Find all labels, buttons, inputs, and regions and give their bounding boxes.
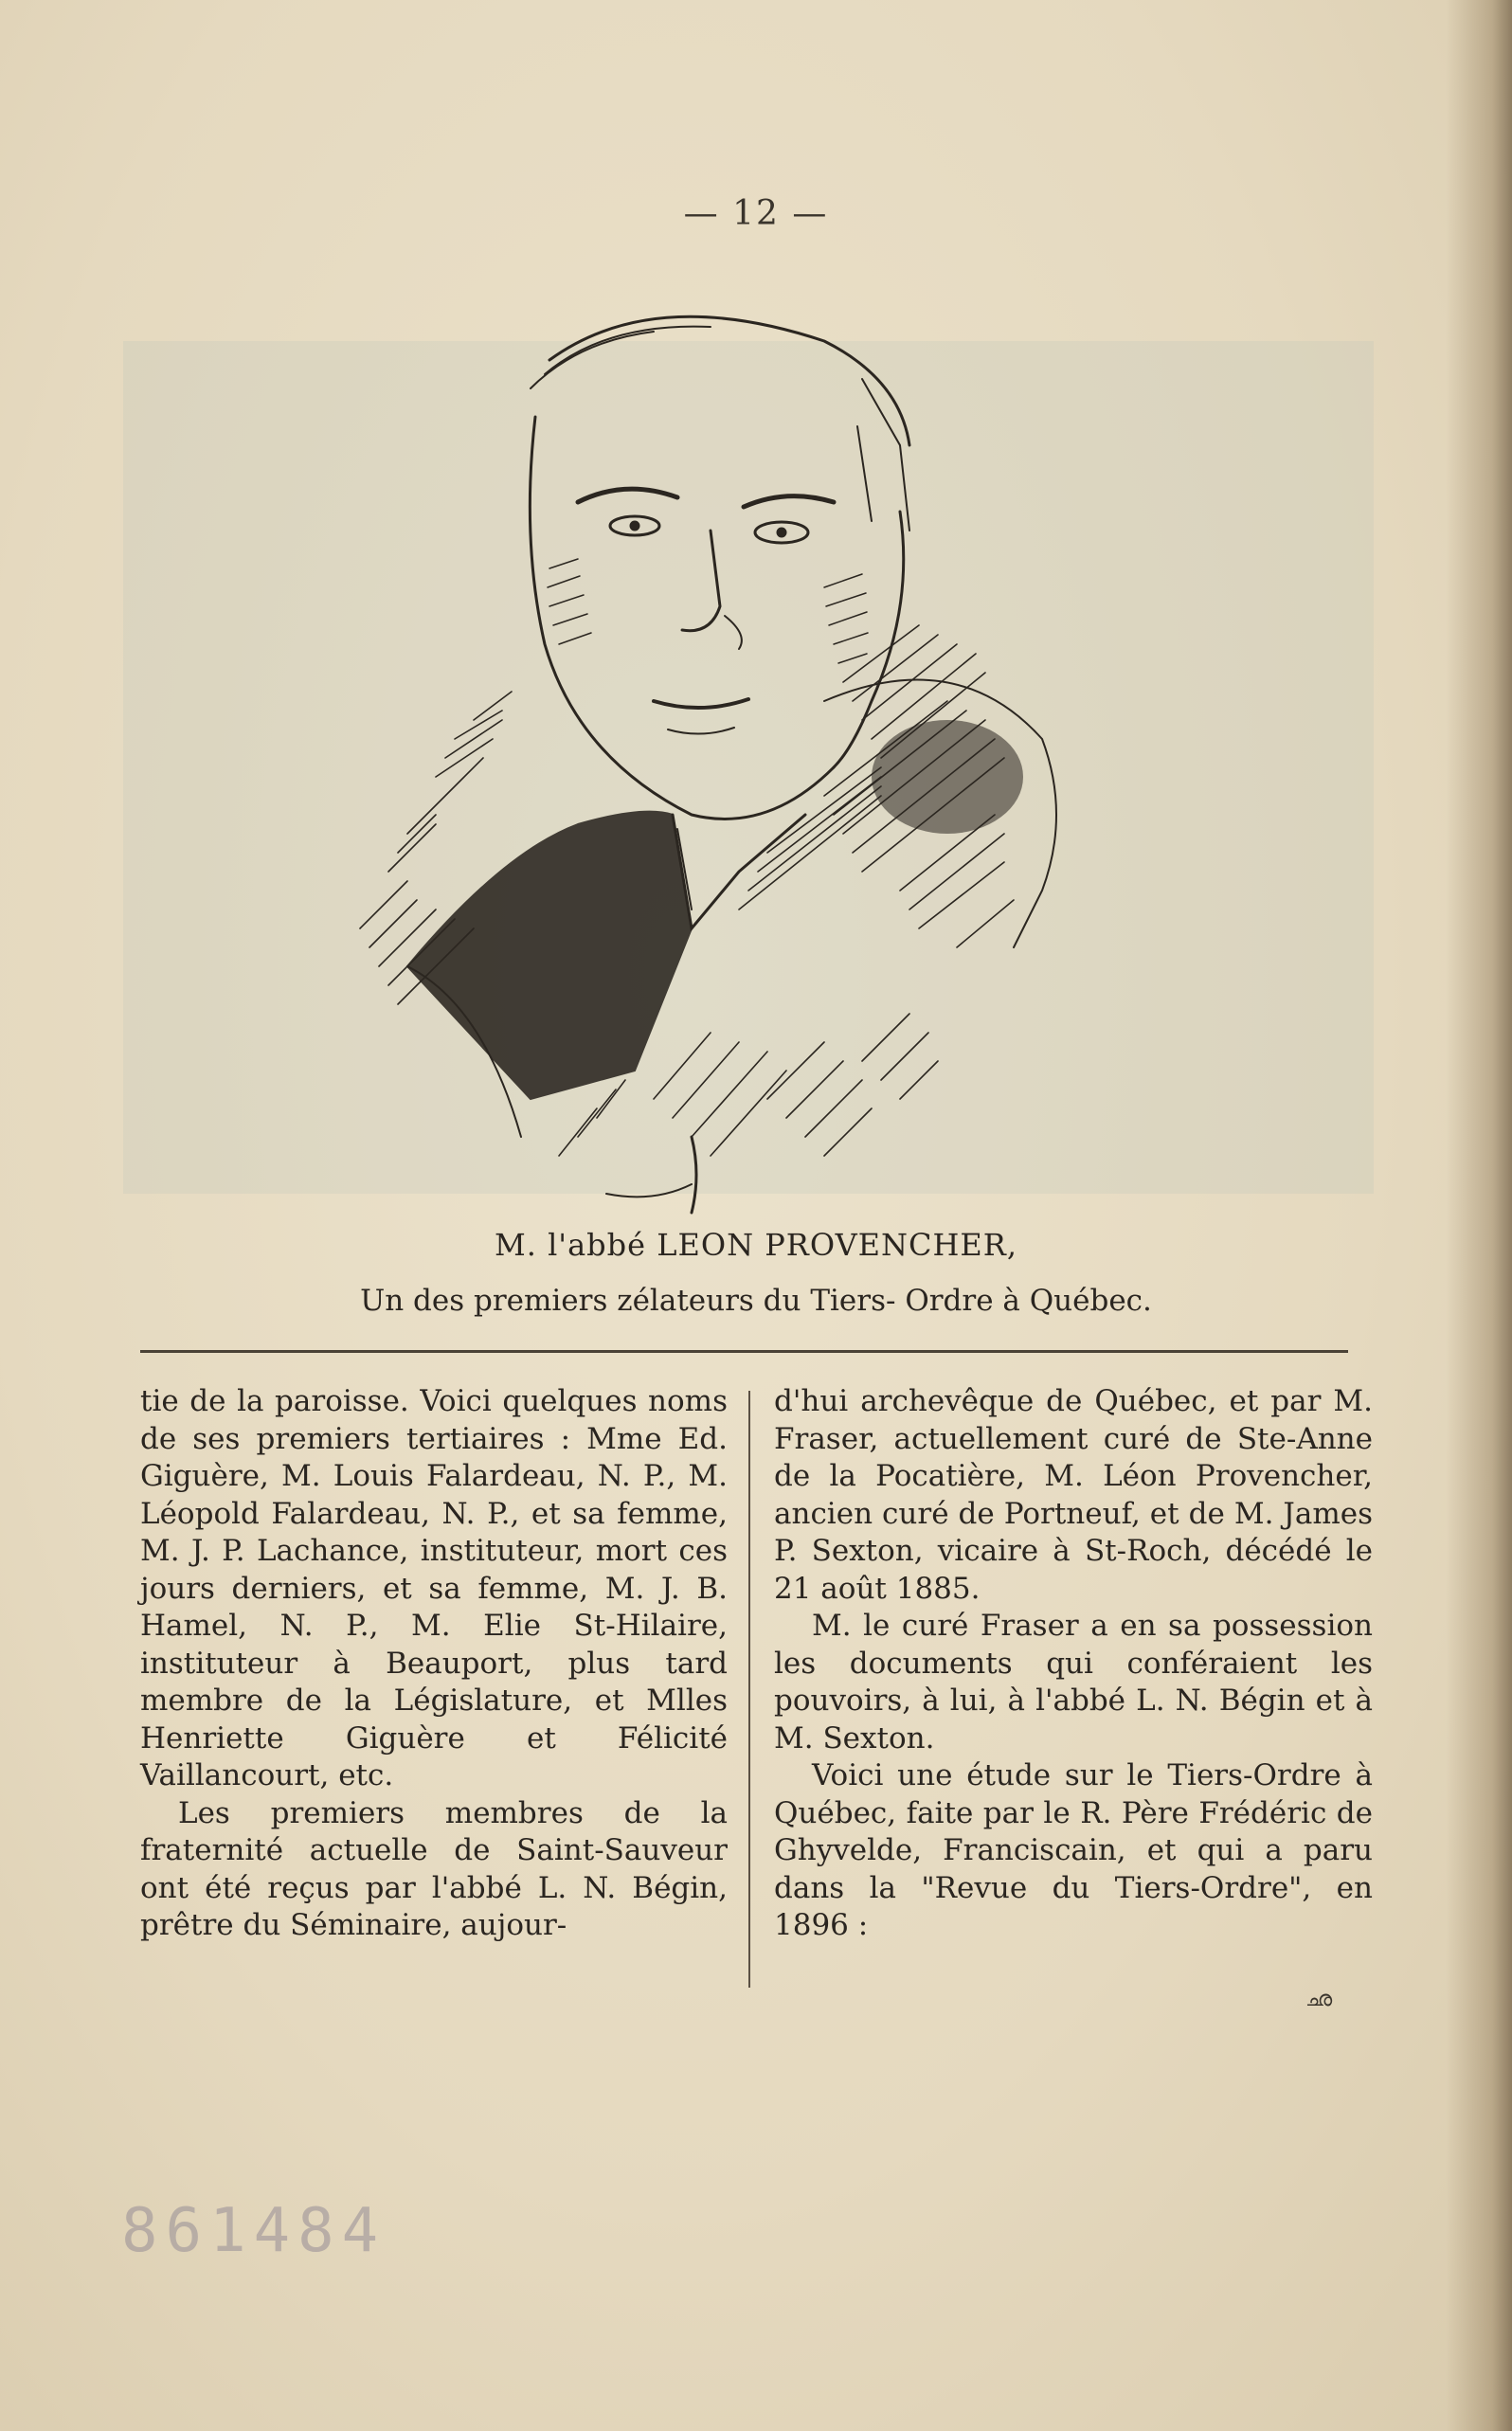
text-column-left [140,1383,728,1945]
portrait-illustration [294,284,1184,1222]
page-number: — 12 — [683,194,829,233]
page-mark: ഛ [1305,1988,1333,2011]
paragraph: Les premiers membres de la fraternité actuelle de Saint-Sauveur ont été reçus par l'abbé L. N. Bégin, prêtre du Séminaire, aujour- [140,1795,728,1942]
page-edge-shadow [1446,0,1512,2431]
column-divider [748,1391,750,1988]
paragraph: d'hui archevêque de Québec, et par M. Fraser, actuellement curé de Ste-Anne de la Pocatière, M. Léon Provencher, ancien curé de Portneuf, et de M. James P. Sexton, vicaire à St-Roch, décédé le 21 août 1885. [774,1384,1373,1606]
paragraph: tie de la paroisse. Voici quelques noms de ses premiers tertiaires : Mme Ed. Giguère, M. Louis Falardeau, N. P., M. Léopold Falardeau, N. P., et sa femme, M. J. P. Lachance, instituteur, mort ces jours derniers, et sa femme, M. J. B. Hamel, N. P., M. Elie St-Hilaire, instituteur à Beauport, plus tard membre de la Législature, et Mlles Henriette Giguère et Félicité Vaillancourt, etc. [140,1384,728,1792]
paragraph: Voici une étude sur le Tiers-Ordre à Québec, faite par le R. Père Frédéric de Ghyvelde, Franciscain, et qui a paru dans la "Revue du Tiers-Ordre", en 1896 : [774,1758,1373,1942]
portrait-caption-name: M. l'abbé LEON PROVENCHER, [494,1227,1018,1263]
catalog-stamp: 861484 [121,2196,387,2266]
text-column-right [774,1383,1373,1945]
engraved-portrait-icon [294,284,1184,1222]
portrait-caption-description: Un des premiers zélateurs du Tiers- Ordre à Québec. [360,1284,1152,1318]
horizontal-rule [140,1350,1348,1353]
paragraph: M. le curé Fraser a en sa possession les documents qui conféraient les pouvoirs, à lui, à l'abbé L. N. Bégin et à M. Sexton. [774,1609,1373,1756]
